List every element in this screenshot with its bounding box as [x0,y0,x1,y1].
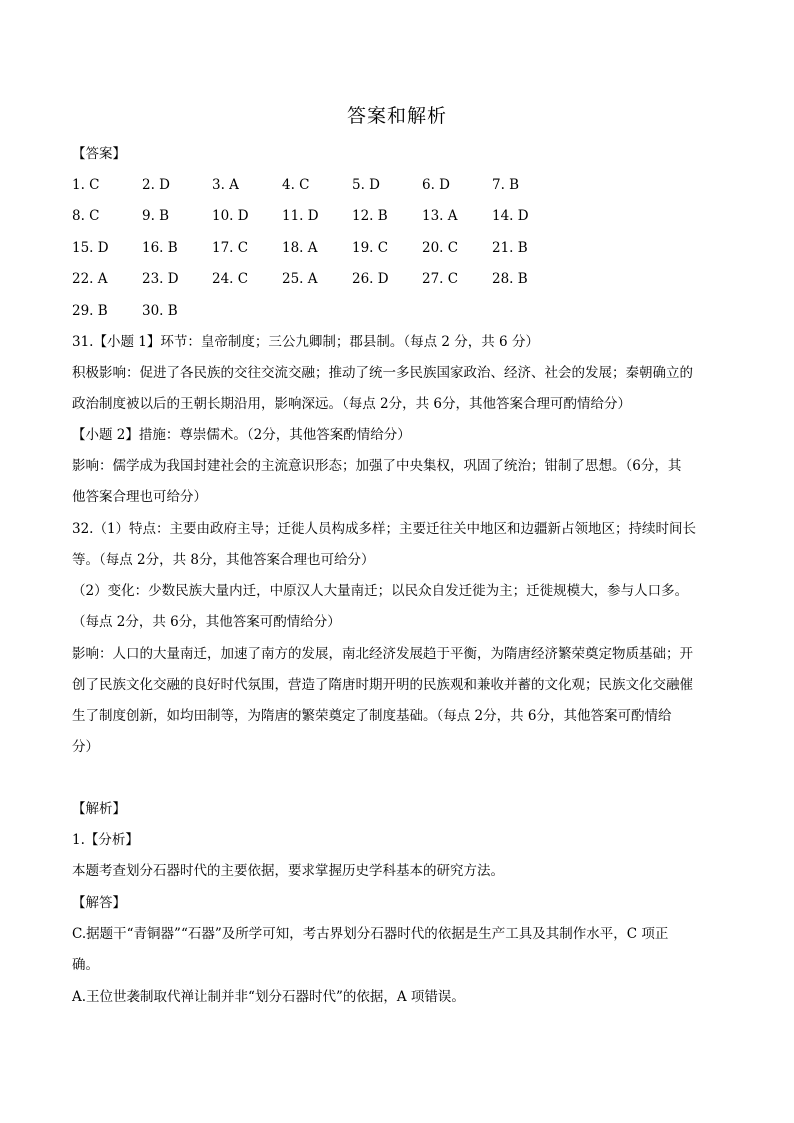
answer-item: 26. D [352,271,389,288]
answer-item: 7. B [492,177,520,193]
q1-analysis-label: 1.【分析】 [72,832,139,848]
answer-row [72,239,672,270]
answer-row [72,176,672,207]
q32-line-5: 影响：人口的大量南迁，加速了南方的发展，南北经济发展趋于平衡，为隋唐经济繁荣奠定物质基础；开 [72,646,693,662]
q32-line-1: 32.（1）特点：主要由政府主导；迁徙人员构成多样；主要迁往关中地区和边疆新占领地区；持续时间长 [72,521,697,537]
answer-item: 2. D [142,177,170,193]
answer-item: 18. A [282,239,318,256]
answer-item: 3. A [212,177,239,193]
answer-item: 9. B [142,208,170,225]
answer-row [72,302,672,333]
q31-line-2: 积极影响：促进了各民族的交往交流交融；推动了统一多民族国家政治、经济、社会的发展；秦朝确立的 [72,365,693,381]
answer-heading: 【答案】 [72,146,126,162]
answer-item: 6. D [422,177,450,193]
answer-item: 21. B [492,239,528,256]
q31-line-6: 他答案合理也可给分） [72,489,207,505]
answer-item: 20. C [422,239,459,256]
answer-item: 14. D [492,208,529,225]
answer-item: 29. B [72,302,108,319]
q31-line-4: 【小题 2】措施：尊崇儒术。（2分，其他答案酌情给分） [72,427,411,443]
q31-line-5: 影响：儒学成为我国封建社会的主流意识形态；加强了中央集权，巩固了统治；钳制了思想。（6分，其 [72,458,682,474]
answer-item: 19. C [352,239,389,256]
answer-item: 4. C [282,177,310,193]
q32-line-7: 生了制度创新，如均田制等，为隋唐的繁荣奠定了制度基础。（每点 2分，共 6分，其他答案可酌情给 [72,708,672,724]
answer-item: 10. D [212,208,249,225]
answer-label: 【解答】 [72,895,126,911]
q31-line-1: 31.【小题 1】环节：皇帝制度；三公九卿制；郡县制。（每点 2 分，共 6 分） [72,334,539,350]
answer-item: 5. D [352,177,380,193]
multiple-choice-answers [72,176,672,333]
answer-item: 28. B [492,271,528,288]
answer-item: 22. A [72,271,108,288]
q32-line-6: 创了民族文化交融的良好时代氛围，营造了隋唐时期开明的民族观和兼收并蓄的文化观；民族文化交融催 [72,677,693,693]
answer-text-line-1: C.据题干“青铜器”“石器”及所学可知，考古界划分石器时代的依据是生产工具及其制作水平，C 项正 [72,926,669,942]
answer-item: 23. D [142,271,179,288]
answer-item: 8. C [72,208,100,225]
answer-item: 12. B [352,208,388,225]
answer-row [72,270,672,301]
answer-item: 24. C [212,271,249,288]
page-title: 答案和解析 [346,105,447,127]
answer-text-line-3: A.王位世袭制取代禅让制并非“划分石器时代”的依据，A 项错误。 [72,989,465,1005]
q31-line-3: 政治制度被以后的王朝长期沿用，影响深远。（每点 2分，共 6分，其他答案合理可酌情给分） [72,396,632,412]
answer-item: 16. B [142,239,178,256]
answer-item: 27. C [422,271,459,288]
answer-item: 30. B [142,302,178,319]
q32-line-2: 等。（每点 2分，共 8分，其他答案合理也可给分） [72,552,375,568]
answer-row [72,207,672,238]
answer-text-line-2: 确。 [72,957,99,973]
q32-line-3: （2）变化：少数民族大量内迁，中原汉人大量南迁；以民众自发迁徙为主；迁徙规模大，参与人口多。 [72,583,689,599]
answer-item: 15. D [72,239,109,256]
answer-item: 13. A [422,208,458,225]
answer-item: 1. C [72,177,100,193]
q32-line-4: （每点 2分，共 6分，其他答案可酌情给分） [72,614,341,630]
answer-item: 11. D [282,208,319,225]
answer-item: 17. C [212,239,249,256]
q1-analysis-text: 本题考查划分石器时代的主要依据，要求掌握历史学科基本的研究方法。 [72,863,504,879]
q32-line-8: 分） [72,739,99,755]
analysis-heading: 【解析】 [72,801,126,817]
answer-item: 25. A [282,271,318,288]
